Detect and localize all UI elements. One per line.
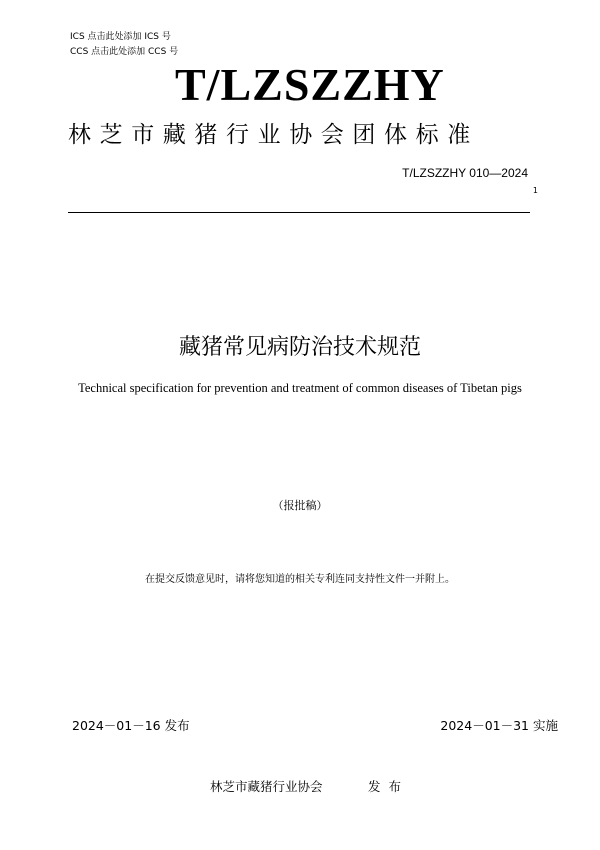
patent-notice: 在提交反馈意见时，请将您知道的相关专利连同支持性文件一并附上。 <box>145 574 455 585</box>
document-title: 藏猪常见病防治技术规范 <box>178 335 421 360</box>
publish-date: 2024－01－16 发布 <box>72 718 190 733</box>
issue-label: 发布 <box>368 779 410 794</box>
document-title-english: Technical specification for prevention and treatment of common diseases of Tibetan pigs <box>78 381 522 395</box>
ccs-number: CCS 点击此处添加 CCS 号 <box>70 47 179 57</box>
standard-code: T/LZSZZHY 010—2024 <box>402 166 528 180</box>
organization-title: 林芝市藏猪行业协会团体标准 <box>68 122 479 148</box>
issuer: 林芝市藏猪行业协会 <box>210 779 323 794</box>
standard-logo: T/LZSZZHY <box>175 59 445 110</box>
draft-stage: （报批稿） <box>272 499 328 512</box>
implement-date: 2024－01－31 实施 <box>440 718 558 733</box>
sub-number: 1 <box>532 186 538 195</box>
header-divider <box>68 212 530 213</box>
ics-number: ICS 点击此处添加 ICS 号 <box>70 32 171 42</box>
